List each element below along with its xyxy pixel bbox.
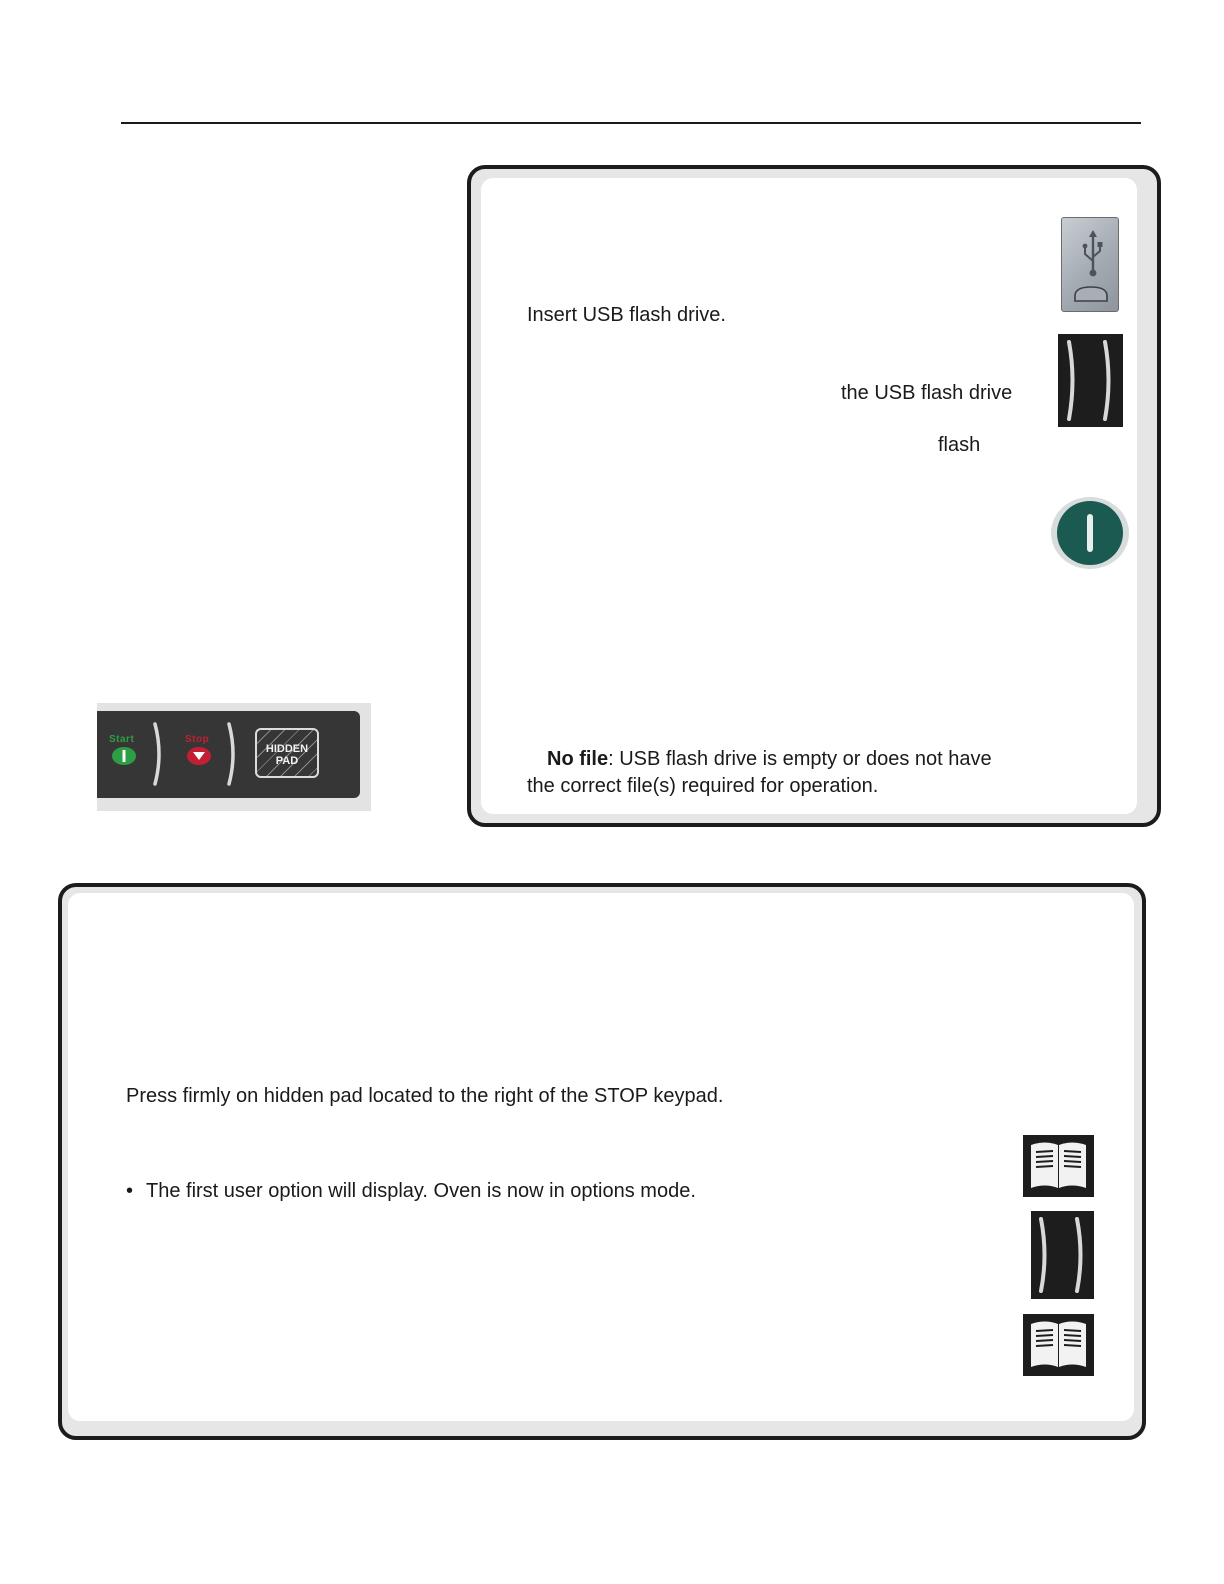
start-button-icon (1051, 497, 1129, 569)
no-file-note-line2: the correct file(s) required for operation. (527, 775, 879, 797)
no-file-label: No file (547, 748, 609, 770)
flash-fragment: flash (938, 434, 981, 456)
book-icon (1023, 1314, 1094, 1376)
step-insert-usb: Insert USB flash drive. (527, 304, 726, 326)
bracket-keypad-icon (1031, 1211, 1094, 1299)
no-file-note (547, 746, 992, 773)
bullet-options-mode: The first user option will display. Oven is now in options mode. (146, 1180, 696, 1202)
top-rule (121, 122, 1141, 124)
hidden-pad-label-line1: HIDDEN (265, 743, 309, 755)
step-press-hidden-pad: Press firmly on hidden pad located to the right of the STOP keypad. (126, 1085, 724, 1107)
options-instructions-panel (58, 883, 1146, 1440)
usb-instructions-panel (467, 165, 1161, 827)
bullet-marker: • (126, 1180, 134, 1202)
start-key-label: Start (109, 734, 135, 745)
start-key-bracket (152, 721, 166, 787)
start-key-icon (111, 745, 137, 767)
stop-key-icon (186, 745, 212, 767)
usb-port-icon (1061, 217, 1119, 312)
usb-drive-fragment: the USB flash drive (841, 382, 1013, 404)
control-keypad (97, 711, 360, 798)
hidden-pad-label-line2: PAD (275, 755, 299, 767)
book-icon (1023, 1135, 1094, 1197)
stop-key-label: Stop (185, 734, 210, 745)
hidden-pad (255, 728, 319, 778)
stop-key-bracket (226, 721, 240, 787)
bracket-keypad-icon (1058, 334, 1123, 427)
no-file-text: : USB flash drive is empty or does not have (608, 748, 992, 770)
